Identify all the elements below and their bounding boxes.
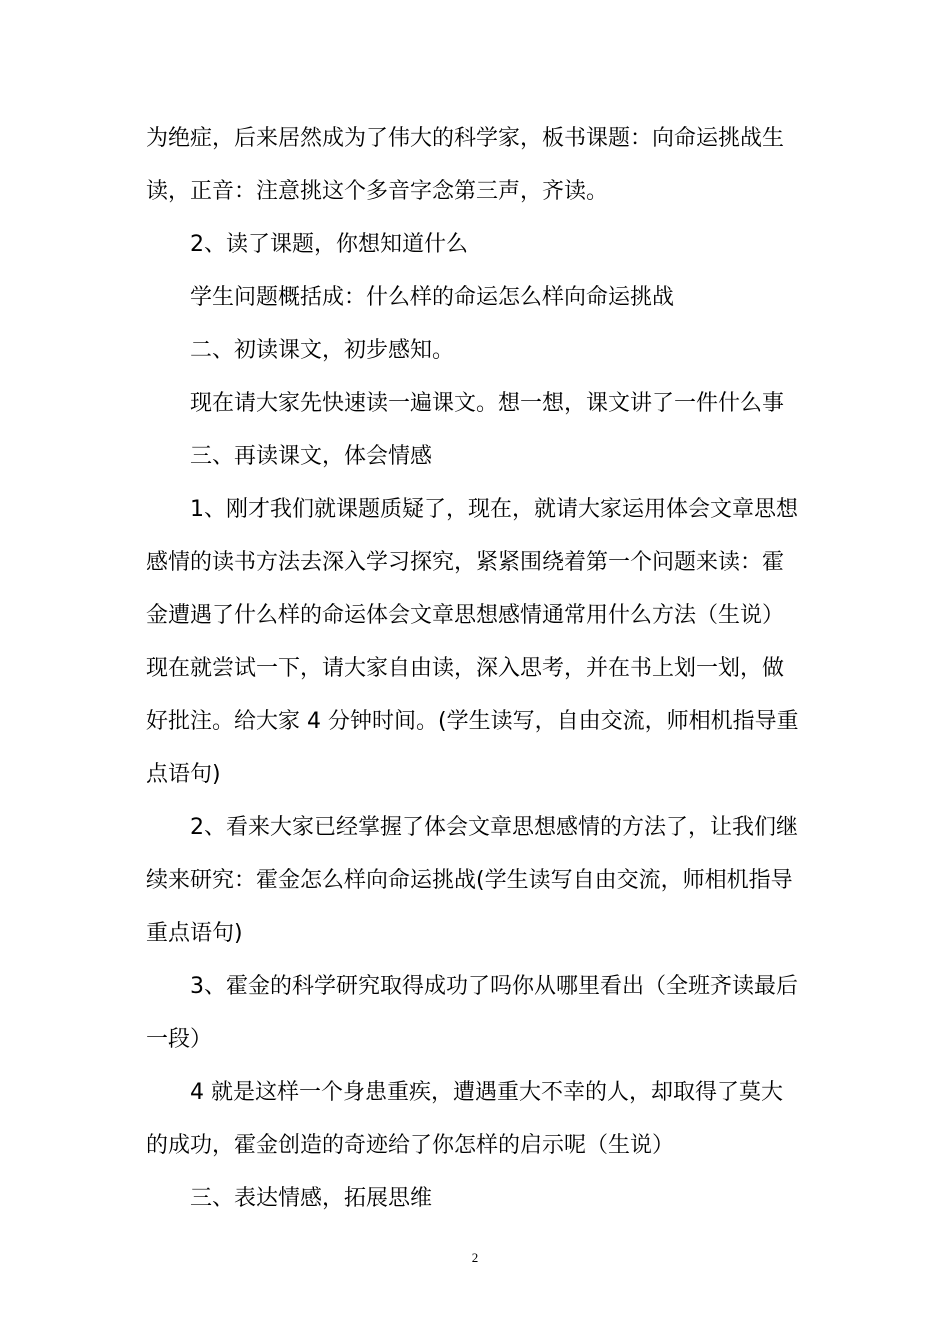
text-line: 点语句): [146, 762, 221, 787]
text-line: 2、读了课题，你想知道什么: [190, 232, 468, 257]
text-line: 的成功，霍金创造的奇迹给了你怎样的启示呢（生说）: [146, 1133, 675, 1158]
body-text: [146, 112, 810, 1225]
text-line: 学生问题概括成：什么样的命运怎么样向命运挑战: [190, 285, 675, 310]
page-number: 2: [471, 1250, 479, 1265]
text-line: 1、刚才我们就课题质疑了，现在，就请大家运用体会文章思想: [190, 497, 798, 522]
text-line: 4 就是这样一个身患重疾，遭遇重大不幸的人，却取得了莫大: [190, 1080, 783, 1105]
text-line: 感情的读书方法去深入学习探究，紧紧围绕着第一个问题来读：霍: [146, 550, 785, 575]
section-heading: 二、初读课文，初步感知。: [190, 338, 455, 363]
text-line: 金遭遇了什么样的命运体会文章思想感情通常用什么方法（生说）: [146, 603, 785, 628]
section-heading: 三、再读课文，体会情感: [190, 444, 433, 469]
text-line: 续来研究：霍金怎么样向命运挑战(学生读写自由交流，师相机指导: [146, 868, 793, 893]
text-line: 现在就尝试一下，请大家自由读，深入思考，并在书上划一划，做: [146, 656, 785, 681]
section-heading: 三、表达情感，拓展思维: [190, 1186, 433, 1211]
text-line: 重点语句): [146, 921, 243, 946]
text-line: 为绝症，后来居然成为了伟大的科学家，板书课题：向命运挑战生: [146, 126, 785, 151]
text-line: 好批注。给大家 4 分钟时间。(学生读写，自由交流，师相机指导重: [146, 709, 799, 734]
text-line: 现在请大家先快速读一遍课文。想一想，课文讲了一件什么事: [190, 391, 785, 416]
text-line: 3、霍金的科学研究取得成功了吗你从哪里看出（全班齐读最后: [190, 974, 798, 999]
text-line: 读，正音：注意挑这个多音字念第三声，齐读。: [146, 179, 609, 204]
text-line: 一段）: [146, 1027, 213, 1052]
text-line: 2、看来大家已经掌握了体会文章思想感情的方法了，让我们继: [190, 815, 798, 840]
